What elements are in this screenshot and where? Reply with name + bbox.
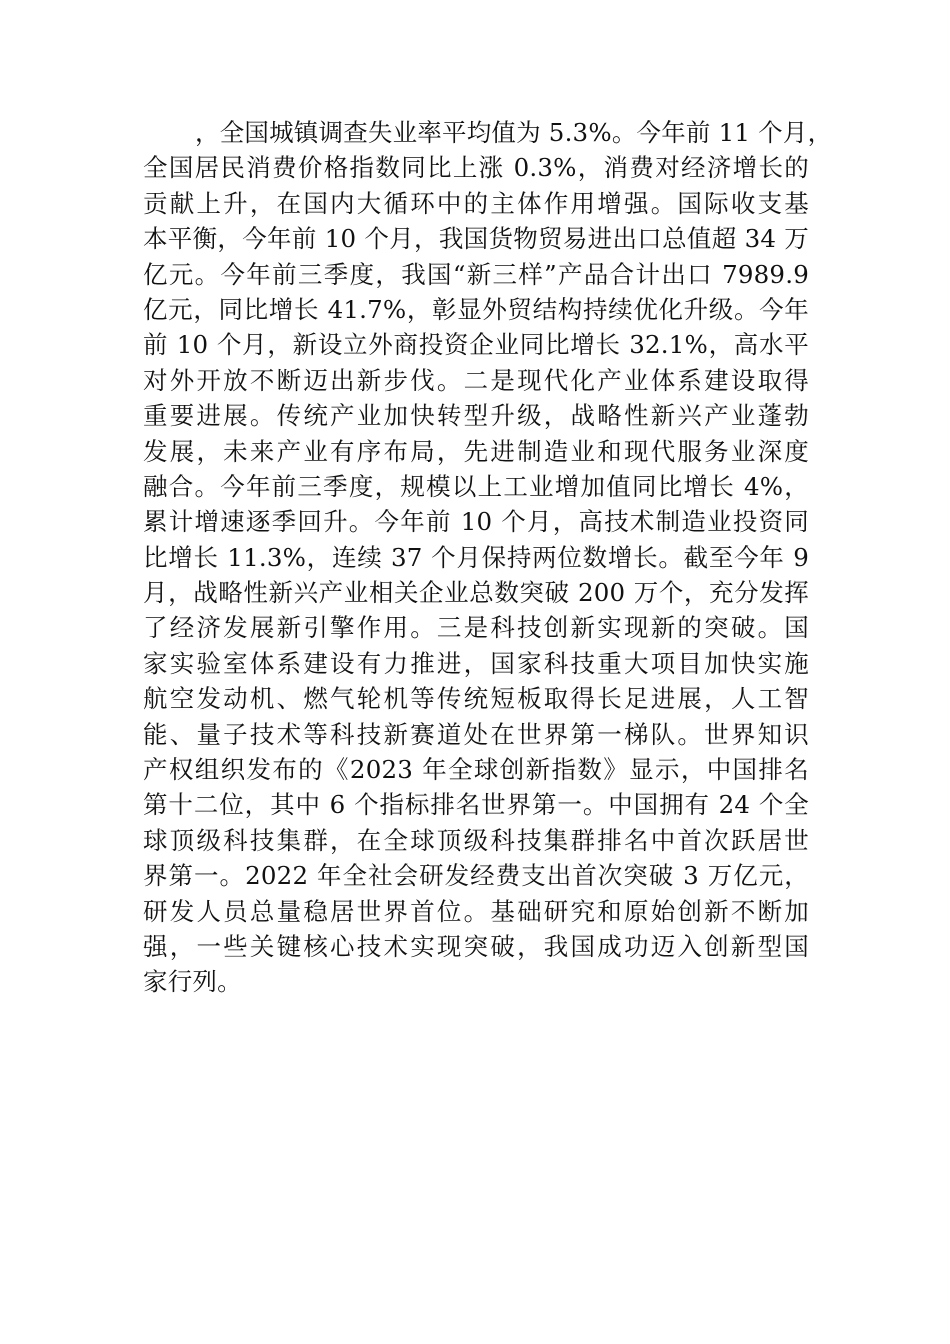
text-line: 家行列。 [143,967,242,997]
text-line: 贡献上升，在国内大循环中的主体作用增强。国际收支基 [143,188,809,218]
text-line: 了经济发展新引擎作用。三是科技创新实现新的突破。国 [143,613,809,643]
text-line: 发展，未来产业有序布局，先进制造业和现代服务业深度 [143,436,809,466]
text-line: 重要进展。传统产业加快转型升级，战略性新兴产业蓬勃 [143,401,809,431]
text-line: ，全国城镇调查失业率平均值为 5.3%。今年前 11 个月， [195,118,833,147]
text-line: 比增长 11.3%，连续 37 个月保持两位数增长。截至今年 9 [143,542,809,572]
text-line: 月，战略性新兴产业相关企业总数突破 200 万个，充分发挥 [143,578,809,608]
text-line: 累计增速逐季回升。今年前 10 个月，高技术制造业投资同 [143,507,809,537]
text-line: 研发人员总量稳居世界首位。基础研究和原始创新不断加 [143,896,809,926]
text-line: 能、量子技术等科技新赛道处在世界第一梯队。世界知识 [143,719,809,749]
text-line: 产权组织发布的《2023 年全球创新指数》显示，中国排名 [143,755,809,785]
text-line: 第十二位，其中 6 个指标排名世界第一。中国拥有 24 个全 [143,790,809,820]
text-line: 亿元。今年前三季度，我国“新三样”产品合计出口 7989.9 [143,259,809,289]
text-line: 航空发动机、燃气轮机等传统短板取得长足进展，人工智 [143,684,809,714]
body-paragraph [143,115,833,1000]
text-line: 家实验室体系建设有力推进，国家科技重大项目加快实施 [143,648,809,678]
text-line: 球顶级科技集群，在全球顶级科技集群排名中首次跃居世 [143,825,809,855]
text-line: 对外开放不断迈出新步伐。二是现代化产业体系建设取得 [143,365,809,395]
text-line: 融合。今年前三季度，规模以上工业增加值同比增长 4%， [143,471,809,501]
text-line: 全国居民消费价格指数同比上涨 0.3%，消费对经济增长的 [143,153,809,183]
text-line: 本平衡，今年前 10 个月，我国货物贸易进出口总值超 34 万 [143,224,809,254]
text-line: 强，一些关键核心技术实现突破，我国成功迈入创新型国 [143,931,809,961]
text-line: 界第一。2022 年全社会研发经费支出首次突破 3 万亿元， [143,861,809,891]
text-line: 前 10 个月，新设立外商投资企业同比增长 32.1%，高水平 [143,330,809,360]
text-line: 亿元，同比增长 41.7%，彰显外贸结构持续优化升级。今年 [143,294,809,324]
